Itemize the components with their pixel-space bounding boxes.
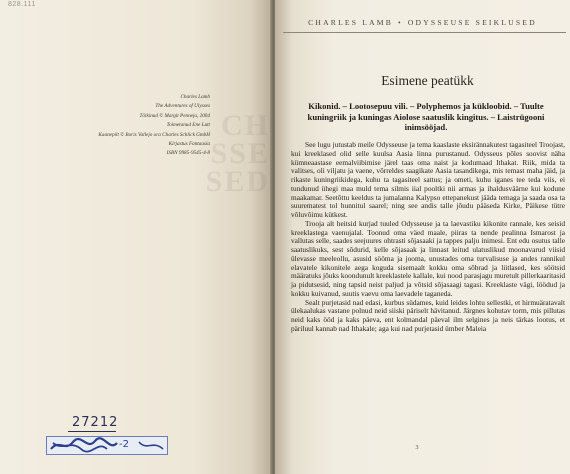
body-text	[291, 141, 565, 334]
right-page	[275, 0, 570, 474]
library-sticker	[46, 436, 168, 455]
pencil-note: 828.111	[8, 1, 36, 8]
chapter-summary: Kikonid. – Lootosepuu vili. – Polyphemos ja kükloobid. – Tuulte kuningriik ja kuningas Aiolose saatuslik kingitus. – Laistrügooni inimsööjad.	[307, 101, 545, 133]
running-head-title: ODYSSEUSE SEIKLUSED	[407, 18, 537, 27]
imprint-line: ISBN 9985-9545-4-8	[166, 150, 210, 157]
bleed-through-text: CH SSE SED	[205, 109, 270, 198]
imprint-line: Toimetanud Ene Lutt	[166, 122, 210, 129]
running-head-author: CHARLES LAMB	[308, 18, 394, 27]
scribble-icon	[47, 437, 167, 454]
imprint-line: The Adventures of Ulysses	[155, 103, 210, 110]
imprint-line: Tõlkinud © Margit Penneja, 2004	[139, 112, 210, 119]
sticker-mark: -2	[119, 439, 129, 450]
paragraph: See lugu jutustab meile Odysseuse ja tema kaaslaste eksirännakutest tagasiteel Troojast, kui kreeklased olid selle kuulsa Aasia linna purustanud. Odysseus põles soovist näha kümneaastase eemalviibimise järel taas oma naist ja kodumaad Ithakat. Riik, mida ta valitses, oli viljatu ja vaene, võrreldes saagikate Aasia tasandikega, mis temast maha jäid, ja rikaste kuningriikidega, kuhu ta tagasiteel sattus; ja ometi, kuhu iganes tee teda viis, ei tundunud ühegi maa muld tema silmis iial pooltki nii armas ja ihaldusväärne kui kodune maakamar. Seetõttu keeldus ta jumalanna Kalypso ettepanekust jääda temaga ja saada osa ta suurematest tol hunnitul saarel; ning see andis talle jõudu pääseda Kirke, Päikese tütre võluvõimu kütkest.	[291, 140, 565, 219]
paragraph: Sealt purjetasid nad edasi, kurbus südames, kuid leides lohtu sellestki, et hirmuäratavalt ülekaalukas vastane polnud neid siiski päriselt hävitanud. Järgnes kohutav torm, mis pillutas neid kaks ööd ja kaks päeva, ent kolmandal päeval ilm selgines ja neis tärkas lootus, et päriluul kannab nad Ithakale; aga kui nad purjetasid ümber Maleia	[291, 297, 565, 333]
running-head-separator: •	[398, 18, 403, 27]
imprint-line: Kirjastus Fantaasia	[168, 141, 210, 148]
running-head	[275, 18, 570, 27]
paragraph: Trooja alt heitsid kurjad tuuled Odysseuse ja ta laevastiku kikonite rannale, kes seisid kreeklastega vaenujalal. Toonud oma väed maale, piiras ta nende pealinna Ismarost ja vallutas selle, saades seejuures ohtrasti sõjasaaki ja tappes palju inimesi. Ent edu osutus talle saatuslikuks, sest sõdurid, kelle sõjasaak ja linnast leitud ulatuslikud moonavarud viisid ülevasse meeleollu, asusid sööma ja jooma, unustades oma turvalisuse ja andes rannikul elavatele kikonitele aega koguda sisemaalt kokku oma sõbrad ja liitlased, kes söötsid määratuks jõuks koondunult kreeklastele kallale, kui nood parasjagu muretult pillerkaaritasid ja pidutsesid, ning tapsid neist paljud ja võtsid sõjasaagi tagasi. Kreeklaste vägi, löödud ja kokku kuivanud, suutis vaevu oma laevadele taganeda.	[291, 218, 565, 298]
chapter-title: Esimene peatükk	[381, 73, 474, 88]
page-number: 3	[415, 445, 419, 451]
handwritten-underline	[68, 431, 116, 432]
left-page	[0, 0, 272, 474]
handwritten-number: 27212	[72, 415, 119, 430]
imprint-line: Kaanepilt © Boris Vallejo ora Charles Schlick GmbH	[98, 131, 210, 138]
imprint-block	[14, 93, 210, 159]
imprint-line: Charles Lamb	[180, 94, 210, 100]
header-rule	[283, 32, 566, 33]
